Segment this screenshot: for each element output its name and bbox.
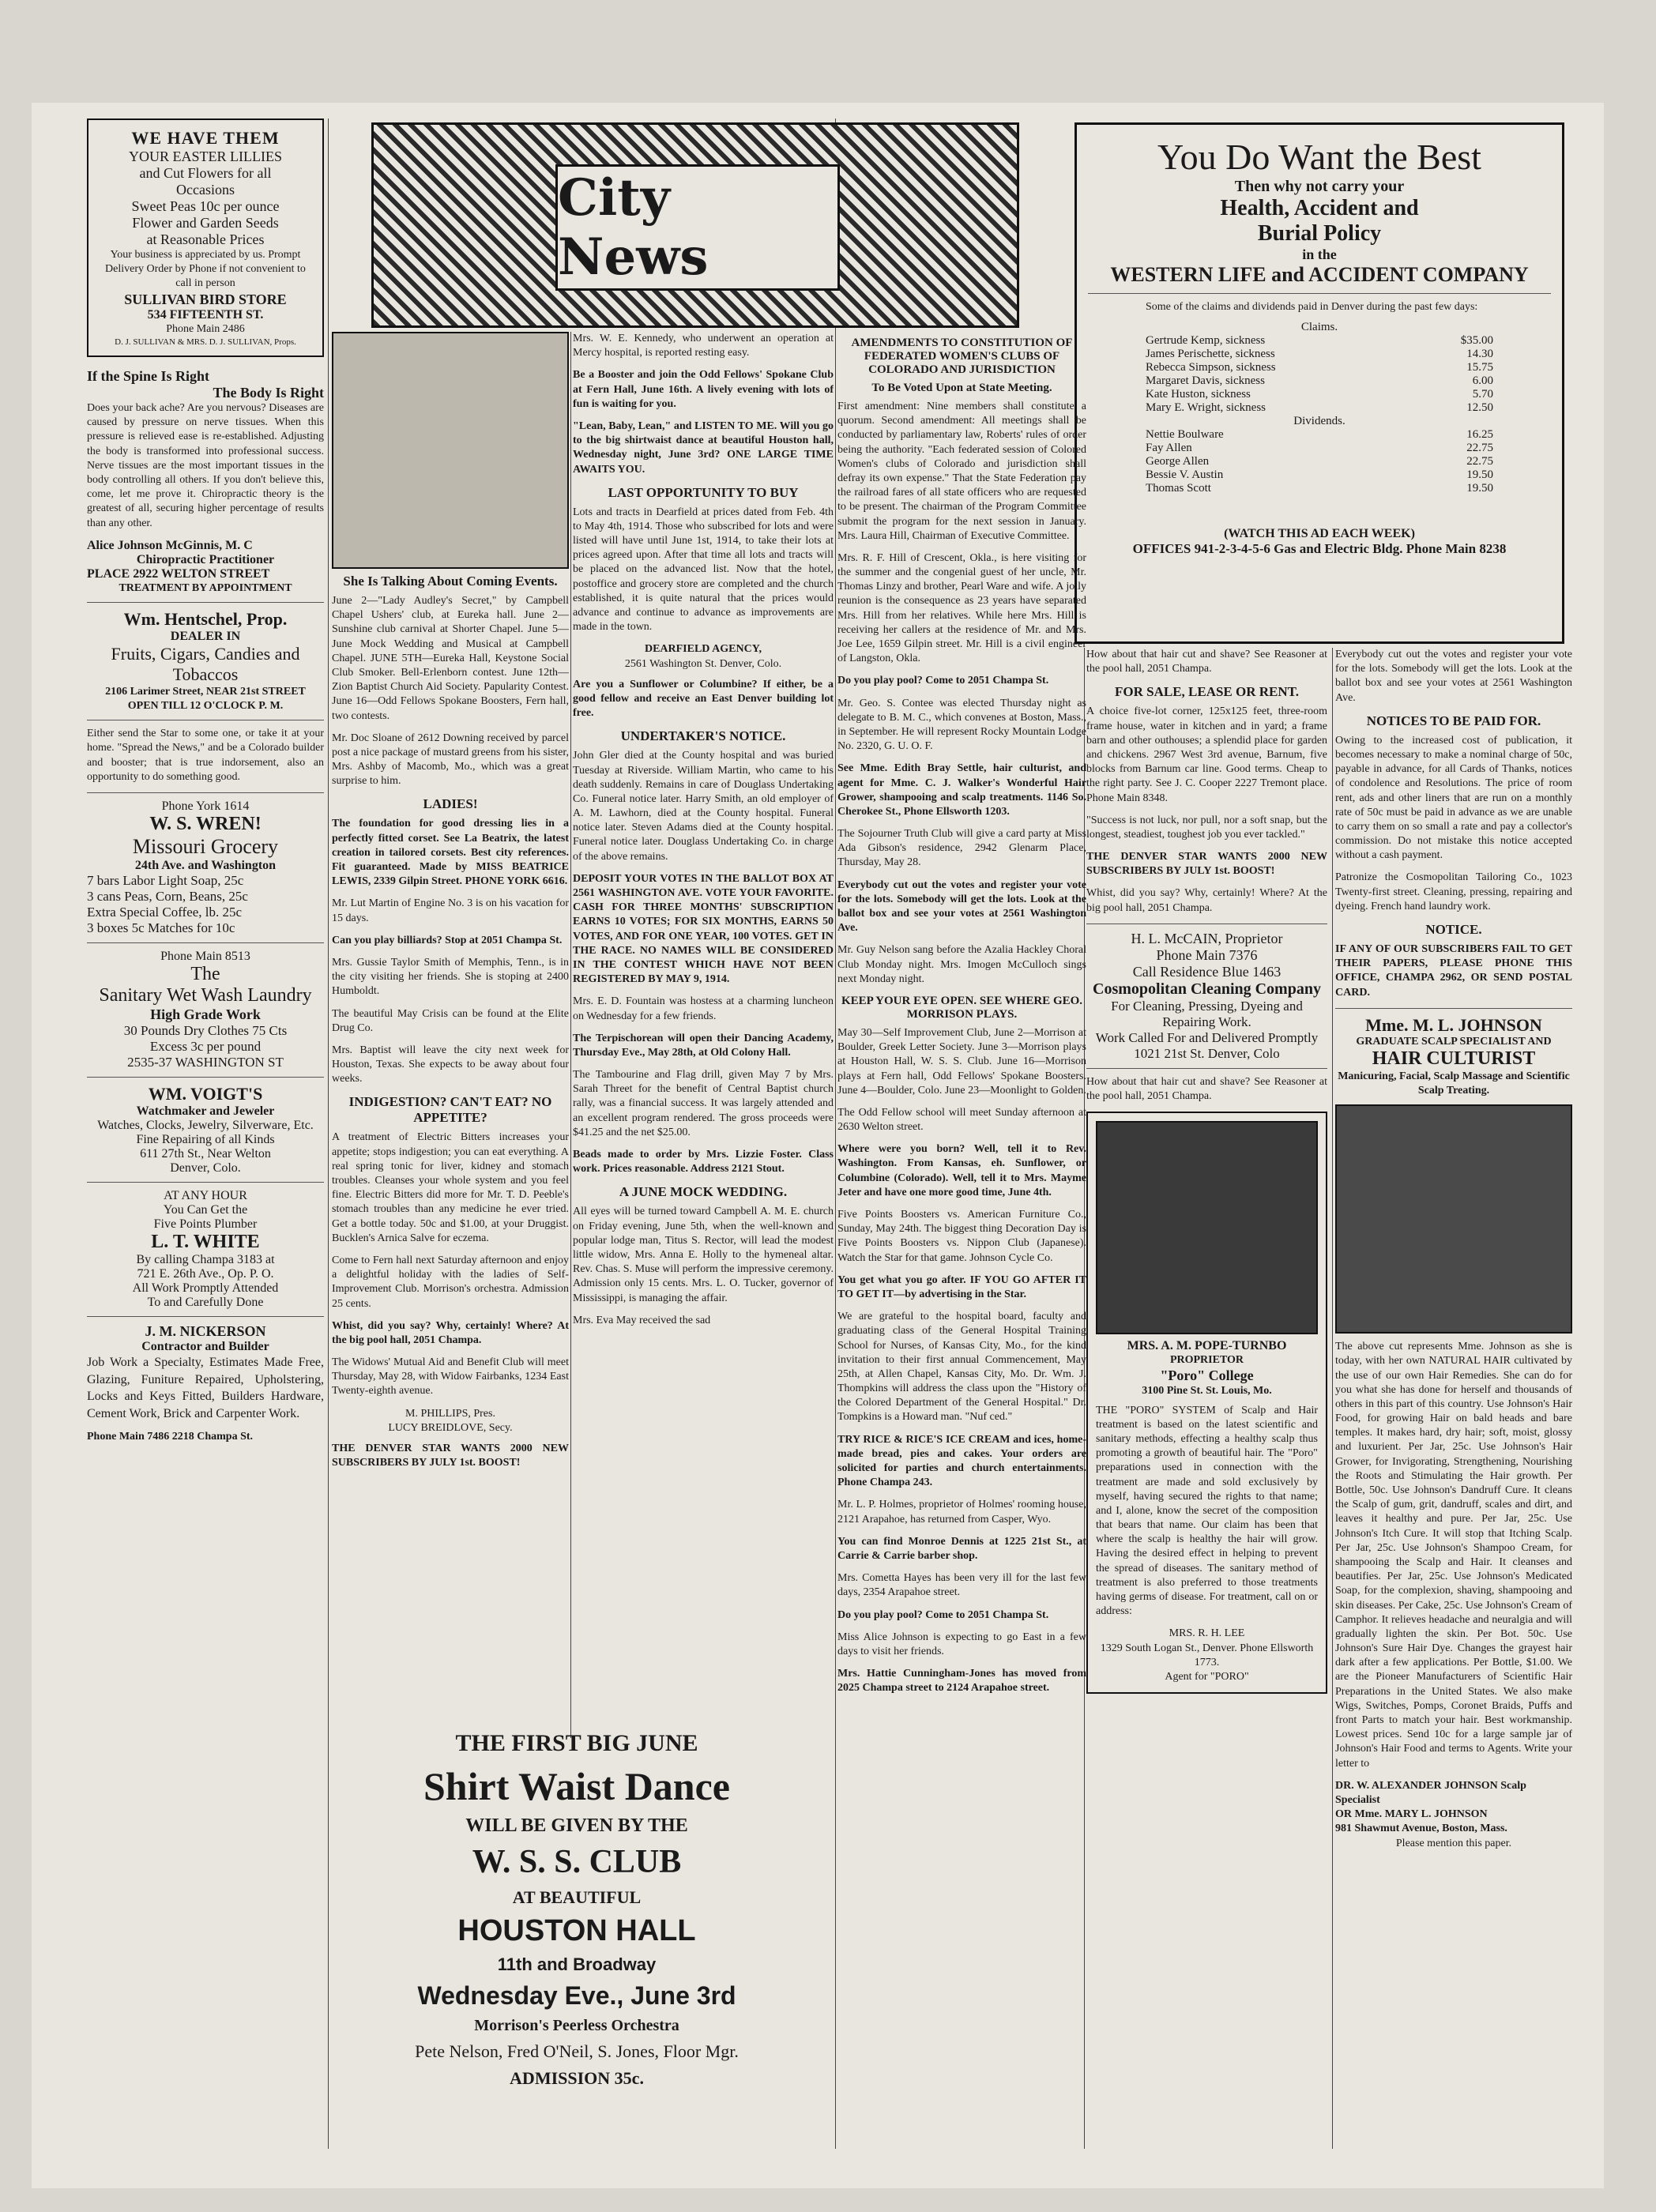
column-rule (328, 118, 329, 2149)
ad-address: DR. W. ALEXANDER JOHNSON Scalp Specialist (1335, 1779, 1526, 1806)
ad-line: WE HAVE THEM (131, 128, 280, 148)
claim-row: Margaret Davis, sickness 6.00 (1146, 374, 1493, 388)
ad-line: TREATMENT BY APPOINTMENT (119, 581, 292, 594)
column-5 (1086, 648, 1327, 1705)
news-item: THE DENVER STAR WANTS 2000 NEW SUBSCRIBERS BY JULY 1st. BOOST! (332, 1443, 569, 1469)
news-item: Miss Alice Johnson is expecting to go East in a few days to visit her friends. (837, 1631, 1086, 1657)
news-item: DEPOSIT YOUR VOTES IN THE BALLOT BOX AT 2561 WASHINGTON AVE. VOTE YOUR FAVORITE. CASH FOR THREE MONTHS' SUBSCRIPTION EARNS 10 VOTES; FOR SIX MONTHS, EARNS 50 VOTES, AND FOR ONE YEAR, 100 VOTES. GET IN THE RACE. NO NAMES WILL BE CONSIDERED IN THE CONTEST WHICH HAVE NOT BEEN REGISTERED BY MAY 9, 1914. (573, 872, 834, 986)
ad-address: 11th and Broadway (497, 1954, 657, 1974)
white-plumber-ad (87, 1189, 324, 1310)
ad-name: Alice Johnson McGinnis, M. C (87, 538, 253, 552)
ad-heading: The Body Is Right (213, 385, 324, 401)
ad-line: Pete Nelson, Fred O'Neil, S. Jones, Floor Mgr. (415, 2041, 739, 2061)
news-item: IF ANY OF OUR SUBSCRIBERS FAIL TO GET THEIR PAPERS, PLEASE PHONE THIS OFFICE, CHAMPA 2962, OR SEND POSTAL CARD. (1335, 943, 1572, 999)
ad-line: Denver, Colo. (170, 1161, 241, 1176)
bird-store-ad (87, 118, 324, 357)
claims-heading: Claims. (1300, 321, 1338, 334)
ad-address: 721 E. 26th Ave., Op. P. O. (137, 1267, 274, 1281)
news-item: "Success is not luck, nor pull, nor a soft snap, but the longest, steadiest, toughest job you ever tackled." (1086, 814, 1327, 841)
ad-line: in the (1302, 246, 1337, 262)
news-item: Do you play pool? Come to 2051 Champa St. (837, 675, 1049, 687)
column-rule (1332, 648, 1333, 2149)
ad-address: OR Mme. MARY L. JOHNSON (1335, 1808, 1488, 1821)
city-news-banner (371, 122, 1019, 328)
ad-address: 981 Shawmut Avenue, Boston, Mass. (1335, 1823, 1507, 1835)
western-life-ad (1075, 122, 1564, 644)
ad-line: Chiropractic Practitioner (136, 552, 275, 566)
dividend-row: George Allen 22.75 (1146, 455, 1493, 468)
ad-line: High Grade Work (150, 1006, 261, 1023)
ad-line: OPEN TILL 12 O'CLOCK P. M. (127, 700, 284, 713)
ad-line: AT BEAUTIFUL (512, 1887, 642, 1907)
news-item: A treatment of Electric Bitters increases your appetite; stops indigestion; you can eat everything. A real spring tonic for liver, kidney and stomach troubles. Cleanses your whole system and you feel fine. Electric Bitters did more for Mr. T. D. Peeble's stomach troubles than any medicine he ever tried. Get a bottle today. 50c and $1.00, at your Druggist. Bucklen's Arnica Salve for eczema. (332, 1131, 569, 1244)
news-item: Mrs. R. F. Hill of Crescent, Okla., is here visiting for the summer and the congenial guest of her uncle, Mr. Thomas Linzy and brother, Pearl Ware and wife. A jolly reunion is the consequence as 23 years have separated Mrs. Hill from her relatives. While here Mrs. Hill is receiving her callers at the residence of Mr. and Mrs. Joe Lee, 1659 Gilpin street. Mr. Hill is a civil engineer of Langston, Okla. (837, 551, 1086, 665)
news-item: The Tambourine and Flag drill, given May 7 by Mrs. Sarah Threet for the benefit of Central Baptist church rally, was a financial success. It was largely attended and an excellent program rendered. The gross proceeds were $41.25 and the net $25.00. (573, 1069, 834, 1138)
news-item: Do you play pool? Come to 2051 Champa St. (837, 1608, 1049, 1621)
ad-line: Missouri Grocery (132, 835, 279, 859)
ad-body: The above cut represents Mme. Johnson as she is today, with her own NATURAL HAIR cultivated by the use of our own Hair Remedies. She can do for you what she has done for herself and thousands of others in this part of this country. Use Johnson's Hair Food, for growing Hair on bald heads and bare temples. It makes hard, dry hair; soft, moist, glossy and luxurient. Per Jar, 25c. Use Johnson's Hair Grower, for Invigorating, Strengthening, Nourishing the Roots and Stimulating the Hair growth. Per Bottle, 50c. Use Johnson's Dandruff Cure. It cleans the Scalp of gum, grit, dandruff, scales and dirt, and leaves it healthy and pure. Per Jar, 25c. Use Johnson's Itch Cure. It will stop that Itching Scalp. Per Jar, 25c. Use Johnson's Shampoo Cream, for shampooing the Scalp and Hair. It cleanses and beautifies. Per Jar, 25c. Use Johnson's Medicated Soap, for the complexion, shaving, shampooing and skin diseases. Per Cake, 25c. Use Johnson's Cream of Camphor. It relieves headache and neuralgia and will gradually lighten the skin. Per Bot. 50c. Use Johnson's Sure Hair Dye. Changes the grayest hair dark after a few applications. Per Bottle, $1.00. We are the Pioneer Manufacturers of Scientific Hair Preparations in the United States. We also make Wigs, Switches, Pomps, Coronet Braids, Puffs and front Parts to match your hair. Best workmanship. Lowest prices. Send 10c for a large sample jar of Johnson's Hair Food and terms to Agents. Write your letter to (1335, 1341, 1572, 1770)
ad-line: Contractor and Builder (141, 1340, 269, 1354)
news-heading: NOTICE. (1425, 922, 1482, 937)
ad-line: Please mention this paper. (1395, 1837, 1512, 1849)
ad-line: WILL BE GIVEN BY THE (465, 1815, 688, 1836)
ad-name: SULLIVAN BIRD STORE (124, 291, 287, 307)
signature: LUCY BREIDLOVE, Secy. (388, 1421, 513, 1434)
ad-address: PLACE 2922 WELTON STREET (87, 566, 270, 581)
johnson-hair-ad (1335, 1015, 1572, 1851)
ad-line: For Cleaning, Pressing, Dyeing and Repairing Work. (1111, 998, 1303, 1029)
ad-line: Fine Repairing of all Kinds (136, 1133, 275, 1147)
news-item: Mr. Doc Sloane of 2612 Downing received by parcel post a nice package of mustard greens from his sister, Mrs. Ashby of Macomb, Mo., which was a great surprise to him. (332, 732, 569, 788)
ad-phone: Phone York 1614 (161, 799, 250, 814)
ad-line: Watches, Clocks, Jewelry, Silverware, Etc. (97, 1119, 314, 1133)
news-item: A choice five-lot corner, 125x125 feet, three-room frame house, water in kitchen and in yard; a frame barn and other outhouses; a splendid place for garden and chickens. 2967 West 3rd avenue, Barnum, five blocks from Barnum car line. Good terms. Cheap to the right party. See J. C. Cooper 2227 Tremont place. Phone Main 8348. (1086, 705, 1327, 804)
news-item: The Sojourner Truth Club will give a card party at Miss Ada Gibson's residence, 2942 Glenarm Place, Thursday, May 28. (837, 828, 1086, 869)
ad-line: "Poro" College (1160, 1367, 1254, 1384)
news-item: Everybody cut out the votes and register your vote for the lots. Somebody will get the lots. Look at the ballot box and see your votes at 2561 Washington Ave. (1335, 649, 1572, 704)
ad-title: Shirt Waist Dance (423, 1764, 730, 1808)
news-item: Mrs. W. E. Kennedy, who underwent an operation at Mercy hospital, is reported resting easy. (573, 333, 834, 359)
ad-line: Some of the claims and dividends paid in Denver during the past few days: (1146, 301, 1478, 313)
ad-line: Morrison's Peerless Orchestra (474, 2017, 679, 2034)
signature: M. PHILLIPS, Pres. (405, 1407, 495, 1420)
ad-line: Fruits, Cigars, Candies and Tobaccos (111, 643, 300, 684)
illustration-woman-telephone (332, 332, 569, 569)
ad-line: By calling Champa 3183 at (136, 1253, 275, 1267)
ad-line: Health, Accident and (1220, 196, 1419, 220)
ad-address: 1021 21st St. Denver, Colo (1134, 1045, 1280, 1061)
ad-line: The (190, 964, 220, 985)
ad-name: W. S. S. CLUB (472, 1844, 682, 1880)
news-item: Five Points Boosters vs. American Furniture Co., Sunday, May 24th. The biggest thing Decoration Day is Five Points Boosters vs. Nippon Club (Japanese). Watch the Star for that game. Johnson Cycle Co. (837, 1209, 1086, 1264)
ad-address: 2106 Larimer Street, NEAR 21st STREET (105, 685, 306, 698)
news-item: How about that hair cut and shave? See Reasoner at the pool hall, 2051 Champa. (1086, 649, 1327, 675)
news-item: Can you play billiards? Stop at 2051 Champa St. (332, 934, 563, 946)
ad-line: (WATCH THIS AD EACH WEEK) (1224, 527, 1415, 541)
news-item: Are you a Sunflower or Columbine? If either, be a good fellow and receive an East Denver building lot free. (573, 678, 834, 720)
news-item: Where were you born? Well, tell it to Rev. Washington. From Kansas, eh. Sunflower, or Columbine (Colorado). Well, tell it to Mrs. Mayme Jeter and have one more good time, June 4th. (837, 1143, 1086, 1198)
ad-title: You Do Want the Best (1157, 137, 1481, 177)
news-item: Mr. L. P. Holmes, proprietor of Holmes' rooming house, 2121 Arapahoe, has returned from Casper, Wyo. (837, 1499, 1086, 1525)
ad-name: L. T. WHITE (151, 1232, 260, 1253)
ad-line: Work Called For and Delivered Promptly (1095, 1029, 1319, 1045)
ad-body: Job Work a Specialty, Estimates Made Free, Glazing, Funiture Repaired, Upholstering, Locks and Keys Fitted, Builders Hardware, Cement Work, Brick and Carpenter Work. (87, 1356, 324, 1420)
column-4 (837, 332, 1086, 1703)
news-item: Mrs. Baptist will leave the city next week for Houston, Texas. She expects to be away about four weeks. (332, 1044, 569, 1085)
column-1 (87, 118, 324, 1445)
signature: 2561 Washington St. Denver, Colo. (624, 657, 782, 670)
ad-address: 534 FIFTEENTH ST. (147, 307, 264, 322)
ad-line: Watchmaker and Jeweler (136, 1104, 275, 1119)
news-item: The Odd Fellow school will meet Sunday afternoon at 2630 Welton street. (837, 1106, 1086, 1134)
voigt-ad (87, 1084, 324, 1176)
ad-line: Burial Policy (1257, 221, 1382, 246)
hentschel-ad (87, 609, 324, 713)
ad-line: Then why not carry your (1234, 178, 1405, 195)
news-item: THE DENVER STAR WANTS 2000 NEW SUBSCRIBERS BY JULY 1st. BOOST! (1086, 851, 1327, 878)
illustration-caption: She Is Talking About Coming Events. (343, 574, 558, 589)
news-item: The beautiful May Crisis can be found at the Elite Drug Co. (332, 1007, 569, 1034)
ad-name: Cosmopolitan Cleaning Company (1093, 980, 1321, 998)
news-item: Be a Booster and join the Odd Fellows' Spokane Club at Fern Hall, June 16th. A lively evening with lots of fun is waiting for you. (573, 369, 834, 410)
ad-line: Manicuring, Facial, Scalp Massage and Scientific Scalp Treating. (1338, 1070, 1570, 1097)
news-item: Beads made to order by Mrs. Lizzie Foster. Class work. Prices reasonable. Address 2121 Stout. (573, 1149, 834, 1176)
ad-phone: Call Residence Blue 1463 (1132, 963, 1282, 980)
poro-college-ad (1086, 1112, 1327, 1694)
news-item: The foundation for good dressing lies in a perfectly fitted corset. See La Beatrix, the latest creation in tailored corsets. Best city references. Fit guaranteed. Made by MISS BEATRICE LEWIS, 2339 Gilpin Street. PHONE YORK 6616. (332, 818, 569, 888)
news-heading: LAST OPPORTUNITY TO BUY (608, 484, 799, 500)
dividends-heading: Dividends. (1293, 415, 1346, 428)
dividend-row: Nettie Boulware 16.25 (1146, 428, 1493, 442)
ad-name: WESTERN LIFE and ACCIDENT COMPANY (1110, 263, 1529, 286)
ad-line: AT ANY HOUR (164, 1189, 247, 1203)
news-item: Mrs. Eva May received the sad (573, 1314, 711, 1326)
news-item: You get what you go after. IF YOU GO AFTER IT TO GET IT—by advertising in the Star. (837, 1273, 1086, 1300)
claims-list (1146, 321, 1493, 495)
news-item: First amendment: Nine members shall constitute a quorum. Second amendment: All meetings shall be conducted by parliamentary law, Roberts' rules of order being the authority. "Each federated session of Colored Women's clubs of Colorado and jurisdiction shall defray its own expense." That the State Federation pay the railroad fares of all state officers who are requested to be present. The chairman of the Program Committee submit the program for the next session in January. Mrs. Laura Hill, Chairman of Executive Committee. (837, 401, 1086, 542)
ad-line: You Can Get the (163, 1203, 248, 1217)
news-item: The Terpischorean will open their Dancing Academy, Thursday Eve., May 28th, at Old Colony Hall. (573, 1032, 834, 1059)
news-item: Whist, did you say? Why, certainly! Where? At the big pool hall, 2051 Champa. (332, 1319, 569, 1346)
ad-name: J. M. NICKERSON (145, 1323, 266, 1340)
news-heading: FOR SALE, LEASE OR RENT. (1114, 684, 1299, 700)
ad-body: Does your back ache? Are you nervous? Diseases are caused by pressure on nerve tissues. When this pressure is relieved ease is re-established. Adjusting the body is transformed into professional success. Nerve tissues are the most important tissues in the body controlling all others. If you don't believe this, come, let me prove it. Chiropractic theory is the greatest of all, securing higher percentage of results than any other. (87, 402, 324, 529)
news-heading: NOTICES TO BE PAID FOR. (1366, 713, 1541, 728)
ad-item: 7 bars Labor Light Soap, 25c (87, 873, 244, 889)
news-item: The Widows' Mutual Aid and Benefit Club will meet Thursday, May 28, with Widow Fairbanks, 1234 East Twenty-eighth avenue. (332, 1356, 569, 1398)
column-rule (570, 332, 571, 1738)
ad-line: ADMISSION 35c. (510, 2068, 644, 2088)
ad-address: OFFICES 941-2-3-4-5-6 Gas and Electric Bldg. Phone Main 8238 (1132, 541, 1507, 557)
dividend-row: Fay Allen 22.75 (1146, 442, 1493, 455)
ad-item: 3 cans Peas, Corn, Beans, 25c (87, 889, 248, 905)
ad-address: 24th Ave. and Washington (134, 859, 277, 873)
ad-line: Your business is appreciated by us. Prompt Delivery Order by Phone if not convenient to call in person (105, 249, 306, 290)
news-item: See Mme. Edith Bray Settle, hair culturist, and agent for Mme. C. J. Walker's Wonderful Hair Grower, shampooing and scalp treatments. 1146 So. Cherokee St., Phone Ellsworth 1203. (837, 762, 1086, 818)
news-item: Mrs. Cometta Hayes has been very ill for the last few days, 2354 Arapahoe street. (837, 1572, 1086, 1599)
ad-line: Five Points Plumber (153, 1217, 258, 1232)
news-item: All eyes will be turned toward Campbell A. M. E. church on Friday evening, June 5th, when the well-known and popular lodge man, Titus S. Rector, will lead the modest little widow, Mrs. Anna E. Holly to the hymeneal altar. Rev. Chas. S. Muse will perform the impressive ceremony. Admission only 15 cents. Mrs. L. O. Tucker, governor of Mississippi, is managing the affair. (573, 1206, 834, 1304)
news-item: May 30—Self Improvement Club, June 2—Morrison at Boulder, Greek Letter Society. June 3—Morrison plays at Houston Hall, W. S. S. Club. June 16—Morrison plays at Fern hall, Odd Fellows' Spokane Boosters. June 4—Boulder, Colo. June 23—Moonlight to Golden. (837, 1026, 1086, 1097)
news-item: Mr. Geo. S. Contee was elected Thursday night as delegate to B. M. C., which convenes at Boston, Mass., in September. He will represent Rocky Mountain Lodge No. 2320, G. U. O. F. (837, 697, 1086, 753)
column-2 (332, 332, 569, 1478)
ad-line: Wednesday Eve., June 3rd (417, 1981, 736, 2010)
wren-grocery-ad (87, 799, 324, 936)
ad-line: Agent for "PORO" (1165, 1670, 1249, 1683)
news-item: You can find Monroe Dennis at 1225 21st St., at Carrie & Carrie barber shop. (837, 1535, 1086, 1562)
ad-line: PROPRIETOR (1169, 1354, 1244, 1367)
news-heading: UNDERTAKER'S NOTICE. (620, 728, 786, 744)
ad-line: THE FIRST BIG JUNE (455, 1730, 698, 1756)
news-item: "Lean, Baby, Lean," and LISTEN TO ME. Will you go to the big shirtwaist dance at beautiful Houston hall, Wednesday night, June 3rd? ONE LARGE TIME AWAITS YOU. (573, 419, 834, 476)
ad-name: Mme. M. L. JOHNSON (1365, 1014, 1542, 1035)
claim-row: Gertrude Kemp, sickness $35.00 (1146, 334, 1493, 348)
ad-line: DEALER IN (170, 629, 241, 643)
news-heading: INDIGESTION? CAN'T EAT? NO APPETITE? (348, 1094, 552, 1126)
news-heading: A JUNE MOCK WEDDING. (619, 1184, 788, 1200)
ad-name: Wm. Hentschel, Prop. (123, 608, 288, 629)
ad-address: 611 27th St., Near Welton (140, 1147, 271, 1161)
news-item: How about that hair cut and shave? See Reasoner at the pool hall, 2051 Champa. (1086, 1075, 1327, 1102)
news-item: Patronize the Cosmopolitan Tailoring Co., 1023 Twenty-first street. Cleaning, pressing, repairing and dyeing. French hand laundry work. (1335, 871, 1572, 912)
news-item: Owing to the increased cost of publication, it becomes necessary to make a nominal charge of 50c, payable in advance, for all Cards of Thanks, notices of condolence and Resolutions. The price of room rent, ads and other liners that are run on a monthly rate of 50c must be paid in advance as we are unable to carry them on so small a rate and pay a collector's commission. Do not mistake this notice accepted without a cash payment. (1335, 734, 1572, 862)
ad-line: HAIR CULTURIST (1372, 1048, 1536, 1069)
ad-line: GRADUATE SCALP SPECIALIST AND (1356, 1035, 1552, 1048)
column-3 (573, 332, 834, 1730)
ad-address: 2535-37 WASHINGTON ST (127, 1055, 284, 1070)
nickerson-ad (87, 1323, 324, 1445)
ad-item: Extra Special Coffee, lb. 25c (87, 905, 243, 920)
ad-line: To and Carefully Done (147, 1296, 264, 1310)
ad-address: 3100 Pine St. St. Louis, Mo. (1142, 1385, 1272, 1398)
ad-heading: If the Spine Is Right (87, 368, 210, 385)
ad-line: YOUR EASTER LILLIES (129, 149, 282, 164)
ad-name: W. S. WREN! (149, 814, 262, 835)
laundry-ad (87, 950, 324, 1070)
ad-line: Occasions (176, 182, 235, 198)
claim-row: Rebecca Simpson, sickness 15.75 (1146, 361, 1493, 374)
news-item: Come to Fern hall next Saturday afternoon and enjoy a delightful holiday with the ladies of Self-Improvement Club. Morrison's orchestra. Admission 25 cents. (332, 1254, 569, 1310)
ad-line: Flower and Garden Seeds (132, 215, 279, 231)
ad-line: All Work Promptly Attended (132, 1281, 279, 1296)
ad-line: 30 Pounds Dry Clothes 75 Cts (123, 1023, 288, 1039)
dividend-row: Thomas Scott 19.50 (1146, 482, 1493, 495)
news-item: We are grateful to the hospital board, faculty and graduating class of the General Hospital Training School for Nurses, of Kansas City, Mo., for the kind invitation to their first annual Commencement, May 25th, at Allen Chapel, Kansas City, Mo. Dr. Wm. J. Thompkins will address the class upon the "History of the Colored Department of the General Hospital." Dr. Tompkins is a Howard man. "Nuf ced." (837, 1311, 1086, 1424)
news-item: Mr. Lut Martin of Engine No. 3 is on his vacation for 15 days. (332, 897, 569, 924)
news-item: Mrs. Gussie Taylor Smith of Memphis, Tenn., is in the city visiting her friends. She is stoping at 2400 Humboldt. (332, 956, 569, 998)
ad-name: MRS. A. M. POPE-TURNBO (1127, 1339, 1287, 1353)
signature: DEARFIELD AGENCY, (644, 643, 762, 656)
claim-row: Mary E. Wright, sickness 12.50 (1146, 401, 1493, 415)
ad-item: 3 boxes 5c Matches for 10c (87, 920, 235, 936)
ad-props: D. J. SULLIVAN & MRS. D. J. SULLIVAN, Props. (115, 337, 296, 347)
news-item: Mrs. Hattie Cunningham-Jones has moved from 2025 Champa street to 2124 Arapahoe street. (837, 1668, 1086, 1695)
ad-line: HOUSTON HALL (457, 1914, 696, 1947)
portrait-photo (1335, 1104, 1572, 1334)
claim-row: James Perischette, sickness 14.30 (1146, 348, 1493, 361)
news-item: Mr. Guy Nelson sang before the Azalia Hackley Choral Club Monday night. Mrs. Imogen McCulloch sings next Monday night. (837, 944, 1086, 985)
portrait-photo (1096, 1121, 1318, 1334)
column-rule (835, 118, 836, 2149)
ad-line: H. L. McCAIN, Proprietor (1131, 930, 1283, 946)
news-item: Lots and tracts in Dearfield at prices dated from Feb. 4th to May 4th, 1914. Those who subscribed for lots and were listed will have until June 1st, 1914, to take their lots at prices agreed upon. After that time all lots and tracts will be placed on the advanced list. Now that the hotel, postoffice and grocery store are completed and the church established, it is quite natural that the prices would advance and continue to advance as improvements are made in the town. (573, 506, 834, 634)
news-heading: LADIES! (423, 796, 478, 812)
ad-line: Excess 3c per pound (149, 1039, 262, 1055)
ad-name: WM. VOIGT'S (148, 1084, 263, 1104)
column-6 (1335, 648, 1572, 1851)
spine-ad (87, 368, 324, 596)
ad-name: Sanitary Wet Wash Laundry (99, 985, 312, 1006)
ad-line: MRS. R. H. LEE (1169, 1627, 1245, 1640)
ad-body: THE "PORO" SYSTEM of Scalp and Hair treatment is based on the latest scientific and sanitary methods, effecting a healthy scalp thus promoting a growth of beautiful hair. The "Poro" preparations used in connection with the treatment are made and sold exclusively by myself, having secured the rights to that name; and I, alone, know the secret of the composition that bears that name. Our claim has been that where the scalp is healthy the hair will grow. Having the desired effect in helping to prevent the spread of diseases. The sanitary method of treatment is also preferred to those treatments having germs of disease. For treatment, call on or address: (1096, 1404, 1318, 1618)
news-item: Everybody cut out the votes and register your vote for the lots. Somebody will get the lots. Look at the ballot box and see your votes at 2561 Washington Ave. (837, 878, 1086, 935)
news-item: Whist, did you say? Why, certainly! Where? At the big pool hall, 2051 Champa. (1086, 887, 1327, 914)
ad-phone: Phone Main 8513 (160, 950, 250, 964)
news-item: Mrs. E. D. Fountain was hostess at a charming luncheon on Wednesday for a few friends. (573, 995, 834, 1022)
news-heading: AMENDMENTS TO CONSTITUTION OF FEDERATED WOMEN'S CLUBS OF COLORADO AND JURISDICTION (851, 337, 1073, 376)
events-list: June 2—"Lady Audley's Secret," by Campbell Chapel Ushers' club, at Eureka hall. June 2—Sunshine club carnival at Shorter Chapel. June 5—June Mock Wedding and Musical at Campbell Chapel. JUNE 5TH—Eureka Hall, Keystone Social Club Smoker. Bell-Erlenborn contest. June 12th—Zion Baptist Church Aid Society. Papularity Contest. June 16—Odd Fellows Spokane Boosters, Fern hall, two contests. (332, 595, 569, 722)
star-note: Either send the Star to some one, or take it at your home. "Spread the News," and be a Colorado builder and booster; that is true indorsement, also an opportunity to do something good. (87, 728, 324, 783)
ad-phone: Phone Main 2486 (166, 322, 245, 335)
banner-title: City News (558, 168, 709, 287)
news-item: John Gler died at the County hospital and was buried Tuesday at Riverside. William Martin, who came to his death suddenly. Remains in care of Douglass Undertaking Co. Funeral notice later. Harry Smith, an old employer of A. M. Lawhorn, died at the County hospital. Funeral notice later. Steven Adams died at the County hospital. Funeral notice later. Douglass Undertaking Co. in charge of the above remains. (573, 750, 834, 863)
ad-address: 1329 South Logan St., Denver. Phone Ellsworth 1773. (1100, 1642, 1314, 1668)
dividend-row: Bessie V. Austin 19.50 (1146, 468, 1493, 482)
news-heading: To Be Voted Upon at State Meeting. (871, 382, 1052, 394)
ad-line: Sweet Peas 10c per ounce (131, 198, 280, 214)
ad-phone: Phone Main 7486 2218 Champa St. (87, 1431, 254, 1443)
ad-line: and Cut Flowers for all (139, 165, 272, 181)
ad-phone: Phone Main 7376 (1156, 946, 1258, 963)
shirt-waist-dance-ad (332, 1730, 822, 2095)
news-heading: KEEP YOUR EYE OPEN. SEE WHERE GEO. MORRISON PLAYS. (841, 994, 1083, 1021)
claim-row: Kate Huston, sickness 5.70 (1146, 388, 1493, 401)
news-item: TRY RICE & RICE'S ICE CREAM and ices, home-made bread, pies and cakes. Your orders are solicited for parties and church entertainments. Phone Champa 243. (837, 1433, 1086, 1489)
cosmopolitan-cleaning-ad (1086, 931, 1327, 1062)
ad-line: at Reasonable Prices (146, 231, 265, 247)
